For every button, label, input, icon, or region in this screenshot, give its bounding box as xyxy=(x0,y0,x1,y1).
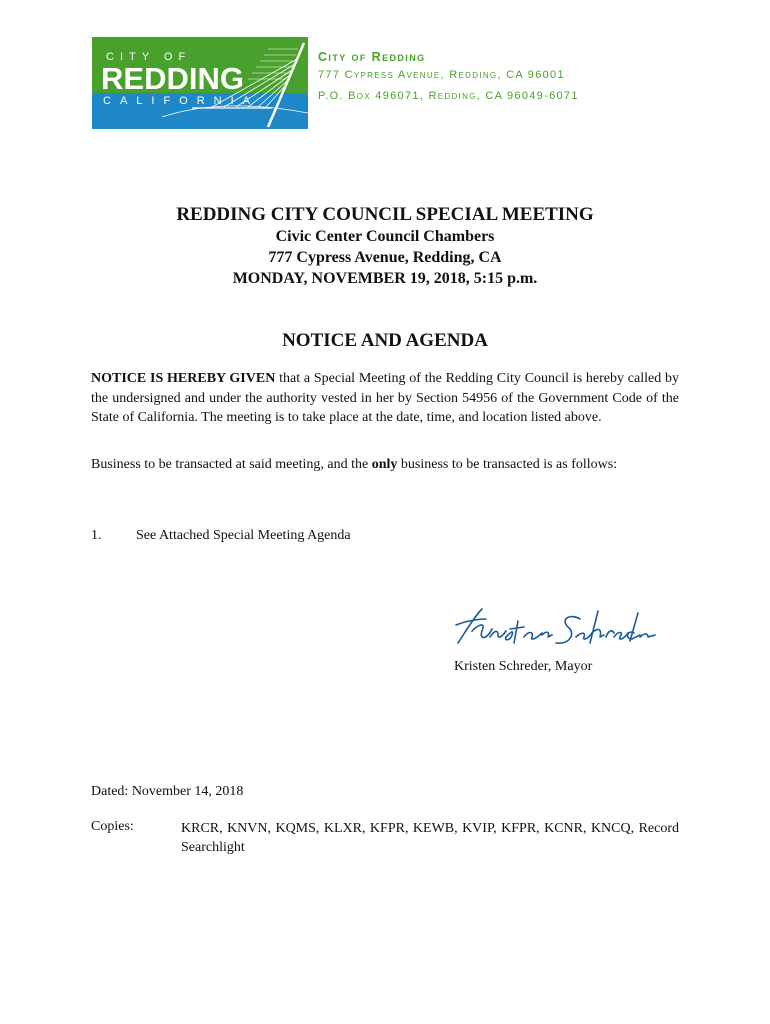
business-text-end: business to be transacted is as follows: xyxy=(397,457,618,472)
city-logo xyxy=(92,37,308,129)
notice-paragraph xyxy=(91,369,679,428)
mayor-name-title: Kristen Schreder, Mayor xyxy=(454,659,593,674)
business-paragraph xyxy=(91,455,679,475)
dated-line: Dated: November 14, 2018 xyxy=(91,784,244,799)
logo-california-text: CALIFORNIA xyxy=(103,95,260,107)
agenda-item-number: 1. xyxy=(91,528,102,543)
business-only-bold: only xyxy=(371,457,398,472)
business-text-start: Business to be transacted at said meeting, and the xyxy=(91,457,372,472)
meeting-title: REDDING CITY COUNCIL SPECIAL MEETING xyxy=(176,204,594,225)
letterhead-street-address: 777 Cypress Avenue, Redding, CA 96001 xyxy=(318,69,565,81)
letterhead-city-name: City of Redding xyxy=(318,50,426,64)
logo-redding-text: REDDING xyxy=(101,61,244,96)
letterhead-po-box: P.O. Box 496071, Redding, CA 96049-6071 xyxy=(318,90,579,102)
mayor-signature xyxy=(452,603,657,655)
meeting-location: Civic Center Council Chambers xyxy=(275,228,495,245)
meeting-datetime: MONDAY, NOVEMBER 19, 2018, 5:15 p.m. xyxy=(232,270,538,287)
meeting-address: 777 Cypress Avenue, Redding, CA xyxy=(268,249,502,266)
logo-city-of-text: CITY OF xyxy=(106,51,192,63)
agenda-item-text: See Attached Special Meeting Agenda xyxy=(136,528,351,543)
copies-list: KRCR, KNVN, KQMS, KLXR, KFPR, KEWB, KVIP, KFPR, KCNR, KNCQ, Record Searchlight xyxy=(181,821,679,855)
notice-heading: NOTICE AND AGENDA xyxy=(282,330,488,351)
notice-bold-lead: NOTICE IS HEREBY GIVEN xyxy=(91,371,276,386)
copies-label: Copies: xyxy=(91,819,134,834)
notice-text: that a Special Meeting of the Redding City Council is hereby called by the undersigned and under the authority vested in her by Section 54956 of the Government Code of the State of California. The meeting is to take place at the date, time, and location listed above. xyxy=(91,371,679,425)
